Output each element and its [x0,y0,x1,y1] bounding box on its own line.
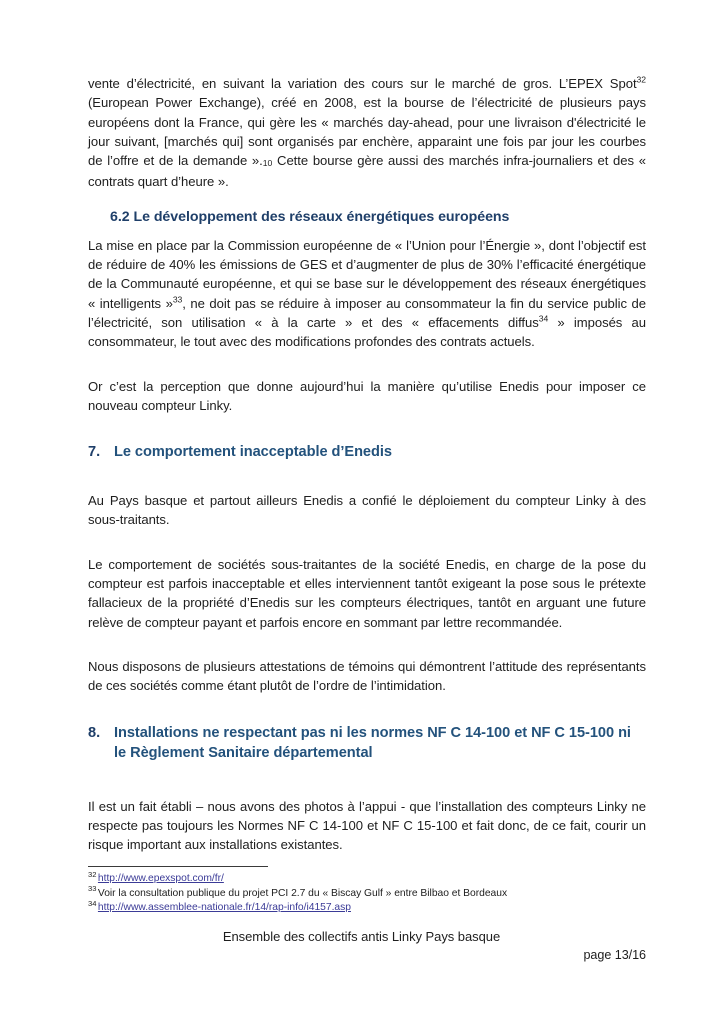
paragraph-union-energie [88,236,646,352]
paragraph-text-part: , ne doit pas se réduire à imposer au consommateur la fin du service public de l’électricité, son utilisation « à la carte » et des « effacements diffus [88,295,646,330]
paragraph-comportement-societes: Le comportement de sociétés sous-traitantes de la société Enedis, en charge de la pose du compteur est parfois inacceptable et elles interviennent tantôt exigeant la pose sous le prétexte fallacieux de la propriété d’Enedis sur les compteurs électriques, tantôt en arguant une future relève de compteur payant et parfois encore en sommant par lettre recommandée. [88,556,646,630]
paragraph-text-part: Cette bourse gère aussi des marchés infra-journaliers et des « contrats quart d’heure ». [88,153,646,190]
footnote-item-32 [88,869,648,887]
paragraph-text-part: » imposés au consommateur, le tout avec des modifications profondes des contrats actuels. [88,314,646,350]
footnote-marker: 33 [88,884,97,894]
heading-6-2-label: 6.2 Le développement des réseaux énergétiques européens [110,208,510,225]
footnote-ref-33[interactable]: 33 [172,294,183,305]
footer-organization: Ensemble des collectifs antis Linky Pays basque [222,929,501,944]
heading-7-label: Le comportement inacceptable d’Enedis [114,444,392,461]
footnote-item-33 [88,884,648,902]
paragraph-spacer [88,643,646,657]
paragraph-text-part: (European Power Exchange), créé en 2008, est la bourse de l’électricité de plusieurs pays européens dont la France, qui gère les « marchés day-ahead, pour une livraison d'électricité le jour suivant, [marchés qui] sont organisés par enchère, apparaint une fois par jour les courbes de l’offre et de la demande ». [88,95,646,169]
heading-7-number: 7. [88,444,101,461]
paragraph-text-part: La mise en place par la Commission européenne de « l’Union pour l’Énergie », dont l’objectif est de réduire de 40% les émissions de GES et d’augmenter de plus de 30% l’efficacité énergétique de la Communauté européenne, et qui se base sur le développement des réseaux énergétiques « intelligents » [88,237,646,311]
heading-8-spacer [88,772,646,797]
footnote-link[interactable]: http://www.epexspot.com/fr/ [97,873,224,884]
footnote-separator-rule [88,866,268,867]
heading-7 [88,442,646,462]
paragraph-text-part: vente d’électricité, en suivant la variation des cours sur le marché de gros. L’EPEX Spot [88,76,637,91]
footnote-ref-34[interactable]: 34 [538,313,549,324]
paragraph-normes-nfc: Il est un fait établi – nous avons des photos à l’appui - que l’installation des compteurs Linky ne respecte pas toujours les Normes NF C 14-100 et NF C 15-100 et fait donc, de ce fait, courir un risque important aux installations existantes. [88,798,646,853]
paragraph-attestations-temoins: Nous disposons de plusieurs attestations de témoins qui démontrent l’attitude des représentants de ces sociétés comme étant plutôt de l’ordre de l’intimidation. [88,658,646,694]
paragraph-spacer [88,541,646,555]
heading-6-2 [88,208,646,227]
paragraph-spacer [88,363,646,377]
inline-reference-number: 10 [262,158,273,169]
footnote-ref-32[interactable]: 32 [636,74,646,85]
footnote-link[interactable]: http://www.assemblee-nationale.fr/14/rap-info/i4157.asp [97,902,351,914]
footnote-text: Voir la consultation publique du projet PCI 2.7 du « Biscay Gulf » entre Bilbao et Bordeaux [97,887,508,899]
page-content [88,74,646,854]
paragraph-intro-epex [88,74,646,192]
footnote-marker: 32 [88,869,97,879]
footnotes-section [88,866,648,916]
footnote-item-34 [88,898,648,916]
heading-7-spacer [88,471,646,491]
footnote-marker: 34 [88,898,97,908]
paragraph-sous-traitants: Au Pays basque et partout ailleurs Enedis a confié le déploiement du compteur Linky à des sous-traitants. [88,493,646,528]
heading-8 [88,723,646,763]
heading-8-label: Installations ne respectant pas ni les normes NF C 14-100 et NF C 15-100 ni le Règlement Sanitaire départemental [114,724,631,761]
paragraph-perception-enedis: Or c’est la perception que donne aujourd’hui la manière qu’utilise Enedis pour imposer ce nouveau compteur Linky. [88,378,646,413]
heading-8-number: 8. [88,724,101,741]
footer-page-number: page 13/16 [583,948,646,962]
